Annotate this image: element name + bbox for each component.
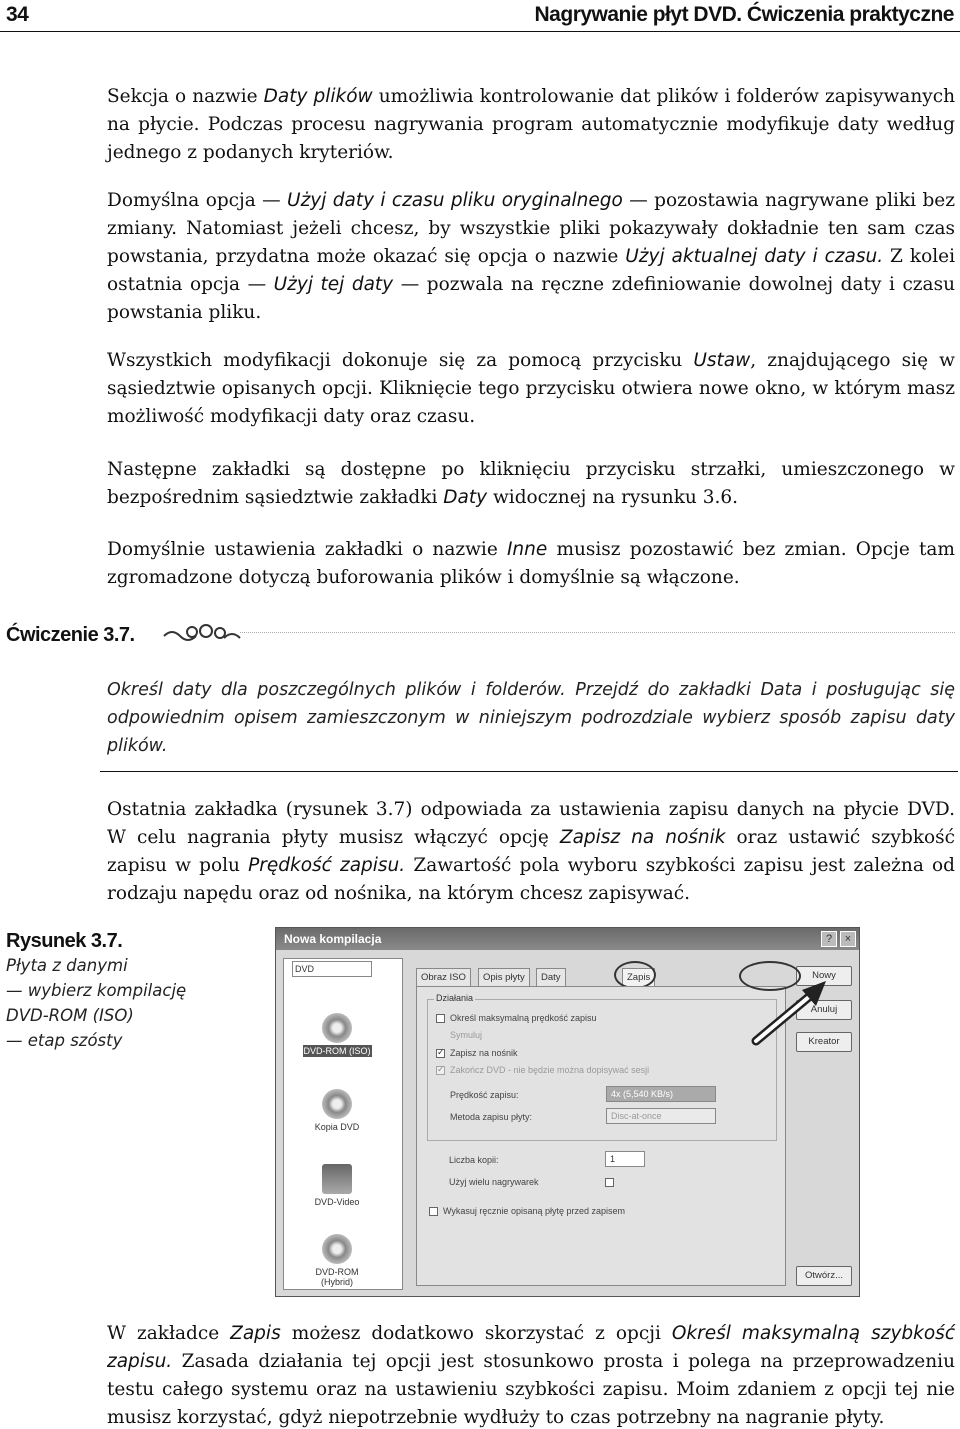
text-run: — pozwala na ręczne zdefiniowanie dowolnej daty i czasu powstania pliku. bbox=[107, 274, 955, 323]
film-icon bbox=[322, 1164, 352, 1194]
field-label: Metoda zapisu płyty: bbox=[450, 1112, 533, 1122]
highlight-circle-tab bbox=[614, 961, 656, 989]
write-speed-select[interactable]: 4x (5,540 KB/s) bbox=[606, 1086, 716, 1102]
page-header bbox=[0, 0, 960, 34]
exercise-bottom-rule bbox=[100, 771, 958, 772]
italic-term: Użyj tej daty bbox=[273, 274, 394, 295]
checkbox[interactable] bbox=[436, 1014, 445, 1023]
tab-disc-label[interactable]: Opis płyty bbox=[478, 968, 530, 986]
close-icon[interactable]: × bbox=[840, 931, 856, 947]
page-number: 34 bbox=[6, 3, 29, 26]
pointer-arrow-icon bbox=[746, 976, 846, 1046]
wizard-button[interactable]: Kreator bbox=[796, 1032, 852, 1052]
sidebar-item-dvd-copy[interactable] bbox=[302, 1089, 372, 1132]
tab-iso-image[interactable]: Obraz ISO bbox=[416, 968, 471, 986]
figure-caption-line: Płyta z danymi bbox=[6, 956, 128, 975]
text-run: Zasada działania tej opcji jest stosunkowo prosta i polega na przeprowadzeniu testu całego systemu oraz na ustawieniu szybkości zapisu. Moim zdaniem z opcji tej nie musisz korzystać, gdyż niepotrzebnie wydłuży to czas potrzebny na nagranie płyty. bbox=[107, 1351, 955, 1428]
help-icon[interactable]: ? bbox=[821, 931, 837, 947]
sidebar-item-label: DVD-Video bbox=[314, 1197, 360, 1207]
figure-caption-line: — wybierz kompilację bbox=[6, 981, 187, 1000]
disc-icon bbox=[322, 1234, 352, 1264]
tab-burn[interactable]: Zapis bbox=[622, 968, 655, 986]
field-label: Liczba kopii: bbox=[449, 1155, 499, 1165]
dialog-title: Nowa kompilacja bbox=[284, 932, 382, 946]
exercise-label: Ćwiczenie 3.7. bbox=[6, 624, 135, 646]
text-run: Ostatnia zakładka (rysunek 3.7) odpowiada za ustawienia zapisu danych na płycie DVD. W celu nagrania płyty musisz włączyć opcję bbox=[107, 799, 955, 848]
multi-recorder-checkbox[interactable] bbox=[605, 1178, 614, 1187]
checkbox-label: Zapisz na nośnik bbox=[450, 1048, 518, 1058]
paragraph-burn-tab bbox=[107, 1320, 955, 1429]
disc-copy-icon bbox=[322, 1089, 352, 1119]
sidebar-item-label: DVD-ROM (ISO) bbox=[303, 1046, 371, 1056]
text-run: Wszystkich modyfikacji dokonuje się za pomocą przycisku bbox=[107, 350, 694, 371]
text-run: widocznej na rysunku 3.6. bbox=[487, 487, 739, 508]
checkbox-label: Symuluj bbox=[450, 1030, 483, 1040]
italic-term: Prędkość zapisu. bbox=[248, 855, 406, 876]
exercise-rule bbox=[240, 632, 955, 633]
sidebar-item-dvd-rom-hybrid[interactable] bbox=[302, 1234, 372, 1287]
italic-term: Zapisz na nośnik bbox=[559, 827, 726, 848]
figure-caption-line: — etap szósty bbox=[6, 1031, 123, 1050]
new-button[interactable]: Nowy bbox=[796, 966, 852, 986]
tab-dates[interactable]: Daty bbox=[536, 968, 566, 986]
copies-input[interactable]: 1 bbox=[605, 1151, 645, 1167]
text-run: Domyślna opcja — bbox=[107, 190, 288, 211]
drive-select[interactable]: DVD bbox=[292, 961, 372, 977]
paragraph-other-tab bbox=[107, 536, 955, 592]
running-title: Nagrywanie płyt DVD. Ćwiczenia praktyczne bbox=[534, 3, 954, 26]
figure-caption-line: DVD-ROM (ISO) bbox=[6, 1006, 134, 1025]
disc-icon bbox=[322, 1013, 352, 1043]
italic-term: Użyj aktualnej daty i czasu. bbox=[625, 246, 884, 267]
italic-term: Daty bbox=[443, 487, 488, 508]
field-label: Użyj wielu nagrywarek bbox=[449, 1177, 539, 1187]
sidebar-item-label: Kopia DVD bbox=[314, 1122, 360, 1132]
paragraph-next-tabs bbox=[107, 456, 955, 512]
group-label: Działania bbox=[436, 993, 474, 1003]
write-method-select[interactable]: Disc-at-once bbox=[606, 1108, 716, 1124]
checkbox-label: Zakończ DVD - nie będzie można dopisywać sesji bbox=[450, 1065, 650, 1075]
checkbox-label: Wykasuj ręcznie opisaną płytę przed zapisem bbox=[443, 1206, 626, 1216]
field-label: Prędkość zapisu: bbox=[450, 1090, 519, 1100]
paragraph-last-tab bbox=[107, 796, 955, 908]
sidebar-item-dvd-video[interactable] bbox=[302, 1164, 372, 1207]
figure-screenshot bbox=[275, 927, 860, 1297]
italic-term: Określ maksymalną szybkość zapisu. bbox=[107, 1323, 955, 1372]
paragraph-set-button bbox=[107, 347, 955, 431]
erase-checkbox[interactable] bbox=[429, 1207, 438, 1216]
italic-term: Zapis bbox=[230, 1323, 281, 1344]
text-run: musisz pozostawić bez zmian. Opcje tam zgromadzone dotyczą buforowania plików i domyślnie są włączone. bbox=[107, 539, 955, 588]
text-run: , znajdującego się w sąsiedztwie opisanych opcji. Kliknięcie tego przycisku otwiera nowe okno, w którym masz możliwość modyfikacji daty oraz czasu. bbox=[107, 350, 955, 427]
text-run: Sekcja o nazwie bbox=[107, 86, 264, 107]
compilation-sidebar bbox=[283, 958, 403, 1290]
figure-title: Rysunek 3.7. bbox=[6, 930, 123, 952]
sidebar-item-label: DVD-ROM (Hybrid) bbox=[315, 1267, 359, 1287]
cancel-button[interactable]: Anuluj bbox=[796, 1000, 852, 1020]
paragraph-default-option bbox=[107, 187, 955, 327]
italic-term: Ustaw bbox=[693, 350, 751, 371]
italic-term: Inne bbox=[506, 539, 548, 560]
figure-label bbox=[6, 929, 206, 1053]
paragraph-file-dates bbox=[107, 83, 955, 167]
actions-group bbox=[427, 993, 777, 1141]
open-button[interactable]: Otwórz... bbox=[796, 1266, 852, 1286]
checkbox-label: Określ maksymalną prędkość zapisu bbox=[450, 1013, 597, 1023]
text-run: Domyślnie ustawienia zakładki o nazwie bbox=[107, 539, 507, 560]
exercise-text: Określ daty dla poszczególnych plików i folderów. Przejdź do zakładki Data i posługując się odpowiednim opisem zamieszczonym w niniejszym podrozdziale wybierz sposób zapisu daty plików. bbox=[107, 680, 955, 756]
text-run: Z kolei ostatnia opcja — bbox=[107, 246, 956, 295]
text-run: możesz dodatkowo skorzystać z opcji bbox=[280, 1323, 672, 1344]
text-run: Następne zakładki są dostępne po kliknięciu przycisku strzałki, umieszczonego w bezpośrednim sąsiedztwie zakładki bbox=[107, 459, 955, 508]
italic-term: Użyj daty i czasu pliku oryginalnego bbox=[287, 190, 623, 211]
write-to-disc-checkbox[interactable] bbox=[436, 1049, 445, 1058]
header-rule bbox=[0, 31, 960, 32]
finalize-checkbox[interactable] bbox=[436, 1066, 445, 1075]
text-run: W zakładce bbox=[107, 1323, 231, 1344]
text-run: oraz ustawić szybkość zapisu w polu bbox=[107, 827, 956, 876]
sidebar-item-dvd-rom-iso[interactable] bbox=[302, 1013, 372, 1056]
text-run: umożliwia kontrolowanie dat plików i folderów zapisywanych na płycie. Podczas procesu nagrywania program automatycznie modyfikuje daty według jednego z podanych kryteriów. bbox=[107, 86, 955, 163]
text-run: Zawartość pola wyboru szybkości zapisu jest zależna od rodzaju napędu oraz od nośnika, na którym chcesz zapisywać. bbox=[107, 855, 955, 904]
burn-tab-panel bbox=[416, 986, 786, 1286]
italic-term: Daty plików bbox=[263, 86, 373, 107]
dialog-titlebar bbox=[276, 928, 859, 950]
exercise-ornament-icon bbox=[162, 622, 242, 644]
text-run: — pozostawia nagrywane pliki bez zmiany. Natomiast jeżeli chcesz, by wszystkie pliki pokazywały dokładnie ten sam czas powstania, przydatna może okazać się opcja o nazwie bbox=[107, 190, 955, 267]
